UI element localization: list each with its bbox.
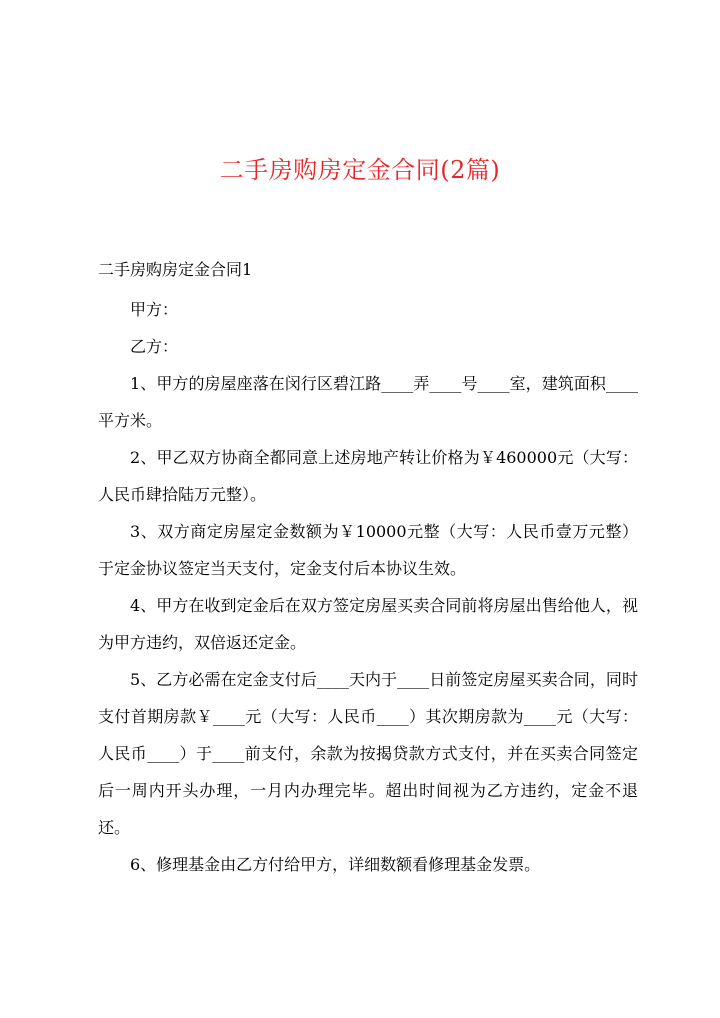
section-title: 二手房购房定金合同1 [98, 260, 253, 279]
party-a-line: 甲方： [130, 300, 179, 319]
clause-1: 1、甲方的房屋座落在闵行区碧江路____弄____号____室，建筑面积____平方米。 [98, 374, 638, 430]
party-b-line: 乙方： [130, 337, 179, 356]
document-title: 二手房购房定金合同(2篇) [219, 156, 501, 184]
clause-2: 2、甲乙双方协商全都同意上述房地产转让价格为￥460000元（大写：人民币肆拾陆万元整）。 [98, 448, 638, 504]
clause-6: 6、修理基金由乙方付给甲方，详细数额看修理基金发票。 [130, 855, 541, 874]
clause-3: 3、双方商定房屋定金数额为￥10000元整（大写：人民币壹万元整）于定金协议签定当天支付，定金支付后本协议生效。 [98, 522, 638, 578]
clause-4: 4、甲方在收到定金后在双方签定房屋买卖合同前将房屋出售给他人，视为甲方违约，双倍返还定金。 [98, 596, 638, 652]
clause-5: 5、乙方必需在定金支付后____天内于____日前签定房屋买卖合同，同时支付首期房款￥____元（大写：人民币____）其次期房款为____元（大写：人民币____）于____前支付，余款为按揭贷款方式支付，并在买卖合同签定后一周内开头办理，一月内办理完毕。超出时间视为乙方违约，定金不退还。 [98, 670, 638, 837]
contract-body [98, 291, 638, 883]
